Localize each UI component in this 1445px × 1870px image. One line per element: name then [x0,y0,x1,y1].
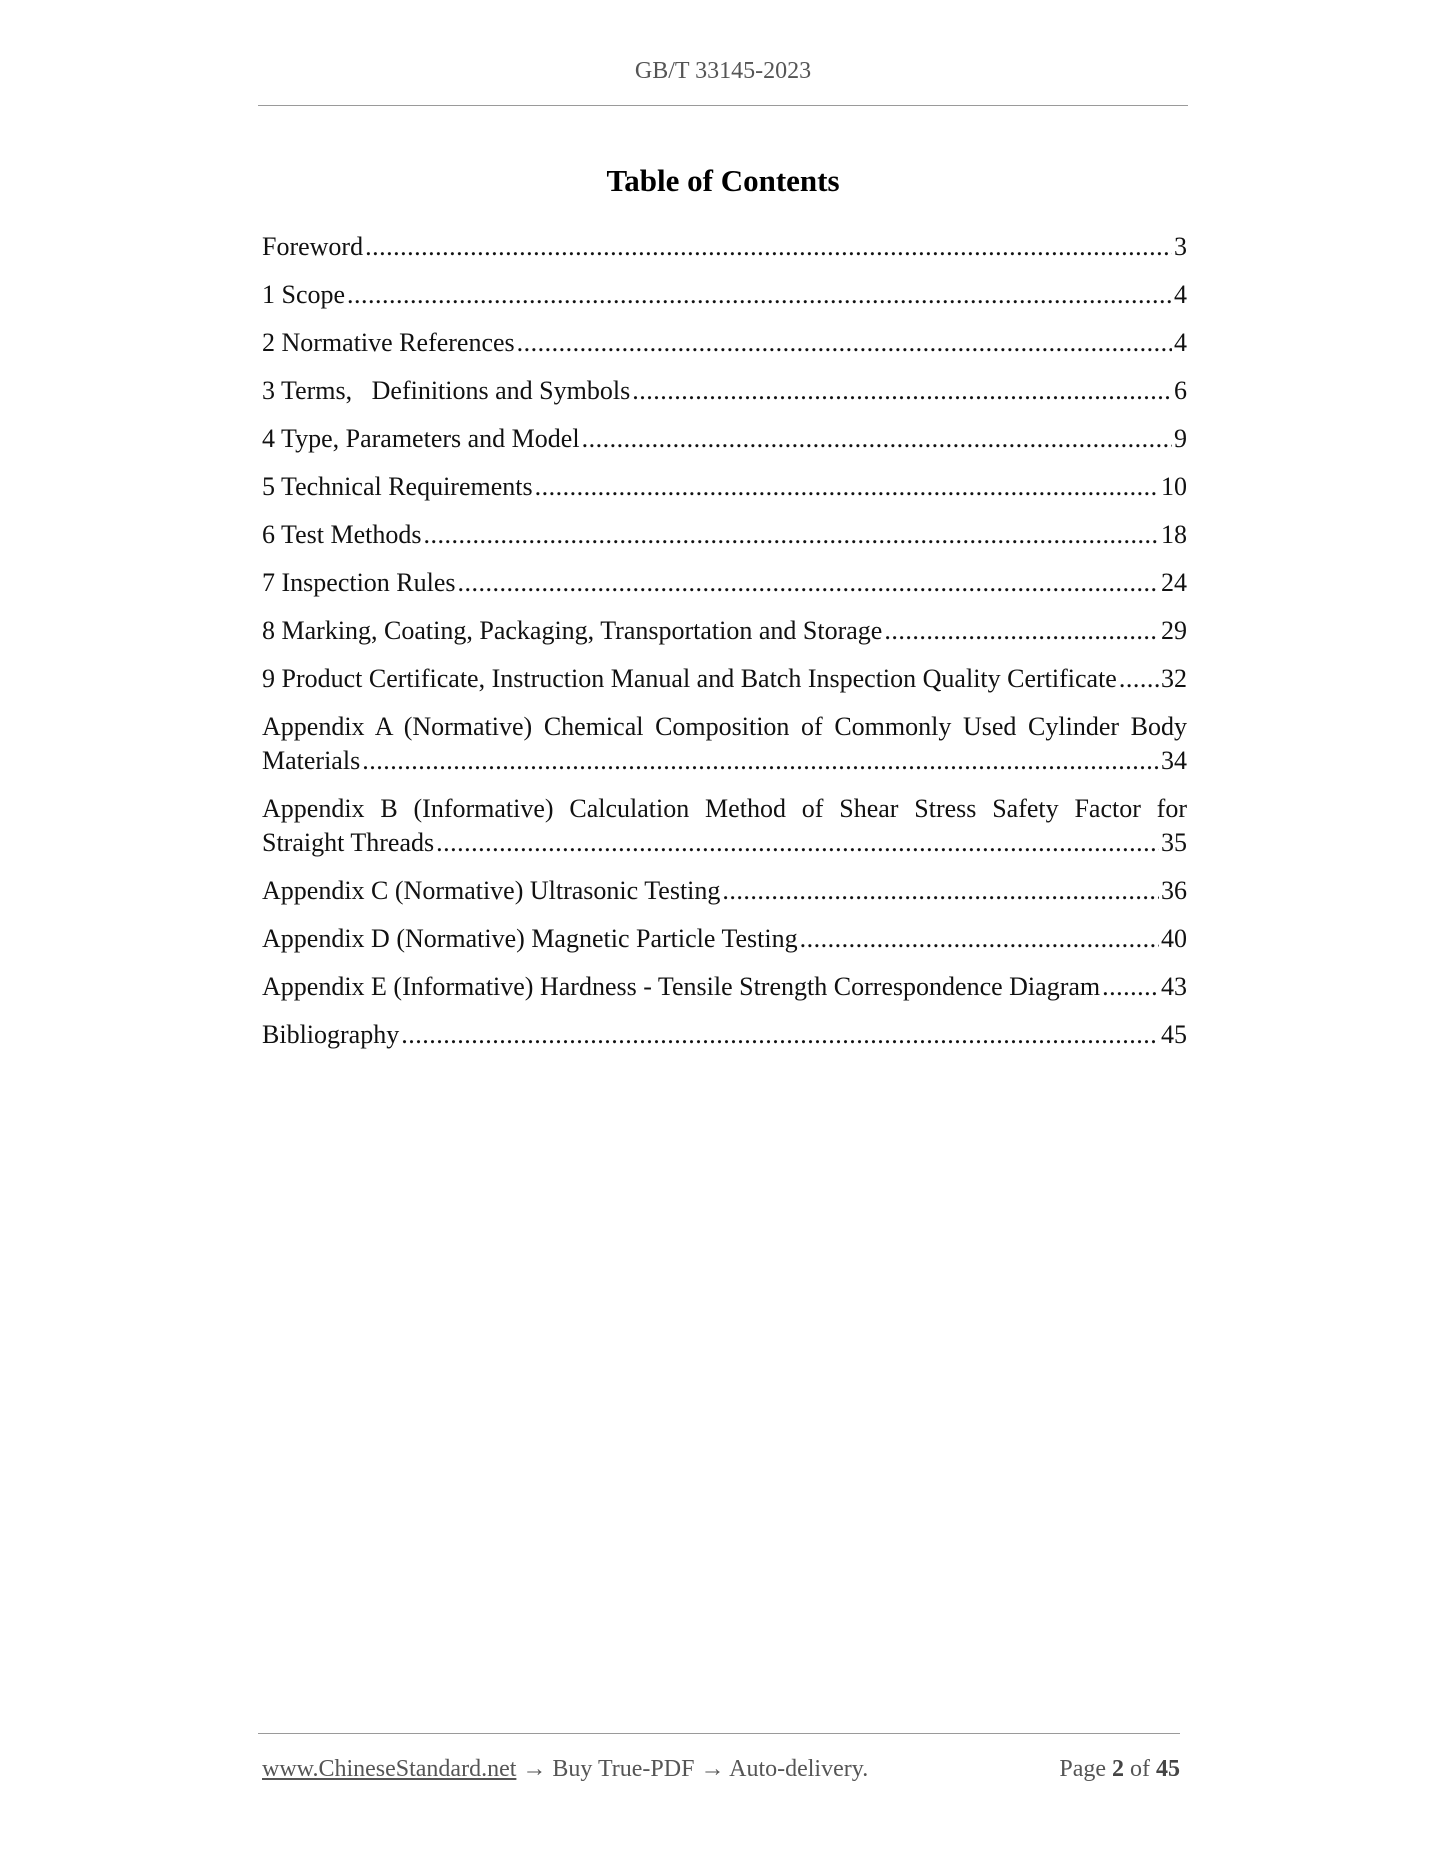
document-code-header: GB/T 33145-2023 [634,58,812,84]
toc-entry-label-line2: Straight Threads [262,828,435,857]
toc-entry-label: 1 Scope [262,280,346,309]
page-current: 2 [1112,1756,1124,1782]
toc-entry-technical-requirements[interactable] [262,470,1187,504]
toc-entry-scope[interactable] [262,278,1187,312]
toc-leader-dots [884,614,1159,648]
toc-entry-label: 6 Test Methods [262,520,422,549]
page-of: of [1130,1756,1150,1782]
toc-leader-dots [365,230,1172,264]
toc-entry-appendix-d[interactable] [262,922,1187,956]
toc-entry-label: 3 Terms, Definitions and Symbols [262,376,631,405]
toc-entry-test-methods[interactable] [262,518,1187,552]
header-divider [258,105,1188,106]
toc-entry-page: 43 [1161,972,1187,1001]
toc-entry-label-line1: Appendix B (Informative) Calculation Method of Shear Stress Safety Factor for [262,794,1187,823]
toc-entry-label: 5 Technical Requirements [262,472,533,501]
toc-entry-appendix-a[interactable] [262,710,1187,778]
toc-leader-dots [800,922,1159,956]
toc-entry-label: Foreword [262,232,364,261]
toc-entry-label: 2 Normative References [262,328,515,357]
footer-promo [262,1756,868,1783]
toc-entry-normative-references[interactable] [262,326,1187,360]
toc-leader-dots [401,1018,1159,1052]
toc-entry-page: 18 [1161,520,1187,549]
toc-entry-page: 40 [1161,924,1187,953]
toc-entry-label: Appendix E (Informative) Hardness - Tensile Strength Correspondence Diagram [262,972,1101,1001]
toc-entry-page: 4 [1174,280,1187,309]
toc-leader-dots [1119,662,1159,696]
toc-leader-dots [458,566,1159,600]
toc-entry-label: Appendix D (Normative) Magnetic Particle Testing [262,924,798,953]
toc-title: Table of Contents [606,163,840,198]
toc-entry-terms[interactable] [262,374,1187,408]
toc-entry-marking[interactable] [262,614,1187,648]
page-footer [262,1756,1180,1783]
toc-entry-page: 34 [1161,746,1187,775]
toc-entry-label-line2: Materials [262,746,361,775]
toc-entry-page: 10 [1161,472,1187,501]
toc-entry-page: 9 [1174,424,1187,453]
toc-leader-dots [436,826,1159,860]
toc-leader-dots [423,518,1159,552]
toc-leader-dots [722,874,1159,908]
footer-divider [258,1733,1180,1734]
toc-entry-page: 45 [1161,1020,1187,1049]
footer-tagline: → Buy True-PDF → Auto-delivery. [516,1756,869,1782]
toc-entry-product-certificate[interactable] [262,662,1187,696]
toc-entry-appendix-b[interactable] [262,792,1187,860]
toc-entry-label: 4 Type, Parameters and Model [262,424,580,453]
site-link[interactable]: www.ChineseStandard.net [262,1756,517,1782]
page-total: 45 [1156,1756,1180,1782]
toc-entry-page: 35 [1161,828,1187,857]
toc-entry-type-parameters[interactable] [262,422,1187,456]
toc-entry-appendix-e[interactable] [262,970,1187,1004]
toc-entry-page: 36 [1161,876,1187,905]
toc-entry-page: 6 [1174,376,1187,405]
toc-entry-bibliography[interactable] [262,1018,1187,1052]
toc-entry-label: Bibliography [262,1020,400,1049]
toc-leader-dots [517,326,1172,360]
toc-leader-dots [1102,970,1159,1004]
toc-leader-dots [362,744,1159,778]
toc-entry-foreword[interactable] [262,230,1187,264]
toc-entry-inspection-rules[interactable] [262,566,1187,600]
toc-entry-page: 4 [1174,328,1187,357]
toc-entry-page: 32 [1161,664,1187,693]
toc-entry-page: 24 [1161,568,1187,597]
toc-leader-dots [347,278,1172,312]
toc-entry-appendix-c[interactable] [262,874,1187,908]
toc-entry-label: 9 Product Certificate, Instruction Manual and Batch Inspection Quality Certificate [262,664,1117,693]
toc-entry-label: 7 Inspection Rules [262,568,456,597]
toc-leader-dots [535,470,1159,504]
toc-entry-label: Appendix C (Normative) Ultrasonic Testing [262,876,721,905]
toc-leader-dots [582,422,1172,456]
toc-entry-label: 8 Marking, Coating, Packaging, Transportation and Storage [262,616,883,645]
page-word: Page [1059,1756,1106,1782]
toc-entry-page: 29 [1161,616,1187,645]
page-indicator [1059,1756,1180,1783]
toc-entry-label-line1: Appendix A (Normative) Chemical Composition of Commonly Used Cylinder Body [262,712,1187,741]
table-of-contents [262,230,1187,1066]
toc-leader-dots [632,374,1172,408]
toc-entry-page: 3 [1174,232,1187,261]
